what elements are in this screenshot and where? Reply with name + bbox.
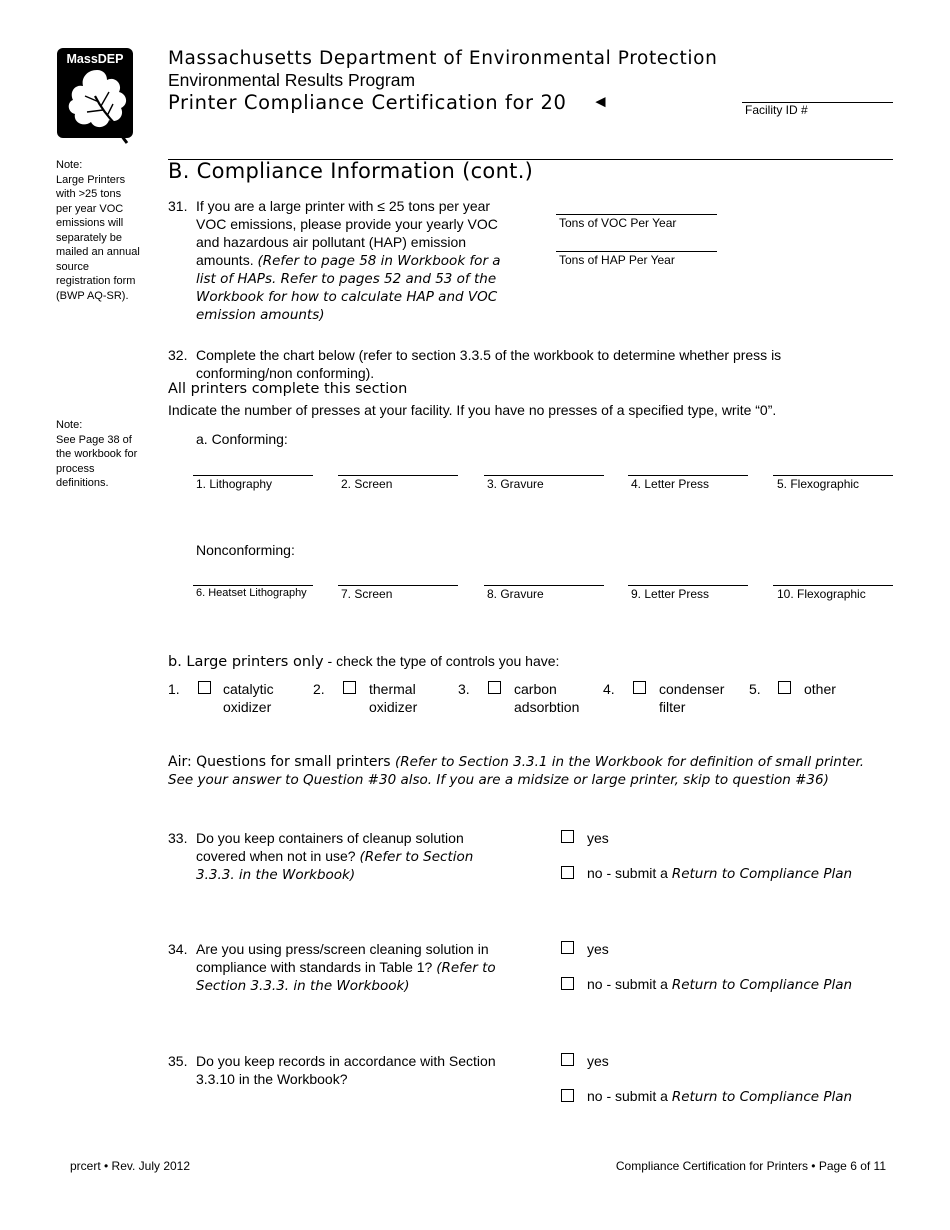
control-number: 2. xyxy=(313,681,325,697)
thermal-oxidizer-checkbox[interactable] xyxy=(343,681,356,694)
control-label-line: oxidizer xyxy=(223,699,272,715)
q33-no-label xyxy=(587,864,852,883)
q35-yes-checkbox[interactable] xyxy=(561,1053,574,1066)
press-label: 7. Screen xyxy=(341,587,393,601)
press-label: 3. Gravure xyxy=(487,477,544,491)
logo-text: MassDEP xyxy=(66,52,124,66)
note-line: separately be xyxy=(56,231,123,244)
header-program: Environmental Results Program xyxy=(168,70,416,90)
control-label xyxy=(514,680,579,716)
q34-line xyxy=(196,958,546,977)
q34-no-label xyxy=(587,975,852,994)
q31-line-italic: Workbook for how to calculate HAP and VOC xyxy=(196,289,498,305)
press-count-input[interactable] xyxy=(484,475,604,476)
note-line: registration form xyxy=(56,275,136,287)
press-label: 4. Letter Press xyxy=(631,477,710,491)
q33-yes-checkbox[interactable] xyxy=(561,830,574,843)
control-label-line: filter xyxy=(659,699,686,715)
press-label: 10. Flexographic xyxy=(777,587,866,601)
press-label: 1. Lithography xyxy=(196,477,273,491)
q32-number: 32. xyxy=(168,347,188,363)
controls-intro-heading: b. Large printers only xyxy=(168,654,324,670)
press-label: 2. Screen xyxy=(341,477,393,491)
catalytic-oxidizer-checkbox[interactable] xyxy=(198,681,211,694)
no-label-plan: Return to Compliance Plan xyxy=(671,977,853,993)
footer-page-info: Compliance Certification for Printers • Page 6 of 11 xyxy=(615,1159,886,1173)
q34-number: 34. xyxy=(168,941,188,957)
note-line: Large Printers xyxy=(56,173,126,186)
note-line: process xyxy=(56,462,95,475)
q34-yes-label: yes xyxy=(587,941,609,957)
press-count-input[interactable] xyxy=(484,585,604,586)
note-line: emissions will xyxy=(56,217,124,229)
condenser-filter-checkbox[interactable] xyxy=(633,681,646,694)
note-line: with >25 tons xyxy=(56,188,122,200)
control-number: 5. xyxy=(749,681,761,697)
q32-line: Complete the chart below (refer to section 3.3.5 of the workbook to determine whether press is xyxy=(196,347,782,363)
q34-line-italic: (Refer to xyxy=(436,960,496,976)
q31-line: If you are a large printer with ≤ 25 tons per year xyxy=(196,198,491,214)
q35-line: Do you keep records in accordance with Section xyxy=(196,1053,496,1069)
q34-no-checkbox[interactable] xyxy=(561,977,574,990)
voc-tons-label: Tons of VOC Per Year xyxy=(559,216,677,230)
q33-line: Do you keep containers of cleanup solution xyxy=(196,830,464,846)
carbon-adsorbtion-checkbox[interactable] xyxy=(488,681,501,694)
q31-line-italic: (Refer to page 58 in Workbook for a xyxy=(257,253,501,269)
side-note-definitions xyxy=(56,418,156,491)
nonconforming-label: Nonconforming: xyxy=(196,542,295,558)
q35-no-checkbox[interactable] xyxy=(561,1089,574,1102)
no-label-plan: Return to Compliance Plan xyxy=(671,1089,853,1105)
hap-tons-input[interactable] xyxy=(556,251,717,252)
q32-line: conforming/non conforming). xyxy=(196,365,375,381)
press-label: 5. Flexographic xyxy=(777,477,860,491)
q33-line xyxy=(196,847,546,866)
q34-line: Are you using press/screen cleaning solution in xyxy=(196,941,489,957)
header-agency: Massachusetts Department of Environmental Protection xyxy=(168,48,718,69)
q33-yes-label: yes xyxy=(587,830,609,846)
air-heading-italic: (Refer to Section 3.3.1 in the Workbook for definition of small printer. xyxy=(394,754,865,770)
q34-line-italic: Section 3.3.3. in the Workbook) xyxy=(196,978,410,994)
q34-line-plain: compliance with standards in Table 1? xyxy=(196,959,437,975)
air-small-printers-heading xyxy=(168,753,864,771)
all-printers-heading: All printers complete this section xyxy=(168,381,408,397)
side-note-large-printers xyxy=(56,158,156,303)
press-count-input[interactable] xyxy=(193,585,313,586)
q33-no-checkbox[interactable] xyxy=(561,866,574,879)
control-number: 1. xyxy=(168,681,180,697)
control-label-line: thermal xyxy=(369,681,416,697)
press-count-input[interactable] xyxy=(338,585,458,586)
press-count-input[interactable] xyxy=(773,475,893,476)
note-title: Note: xyxy=(56,159,83,171)
q35-number: 35. xyxy=(168,1053,188,1069)
control-number: 3. xyxy=(458,681,470,697)
note-line: mailed an annual xyxy=(56,246,140,258)
hap-tons-label: Tons of HAP Per Year xyxy=(559,253,675,267)
control-label xyxy=(659,680,724,716)
q31-number: 31. xyxy=(168,198,188,214)
control-label-line: oxidizer xyxy=(369,699,418,715)
q35-line: 3.3.10 in the Workbook? xyxy=(196,1071,348,1087)
q34-text xyxy=(196,940,546,995)
air-heading-italic: See your answer to Question #30 also. If you are a midsize or large printer, skip to question #36) xyxy=(168,772,829,788)
press-label: 9. Letter Press xyxy=(631,587,710,601)
control-label-line: adsorbtion xyxy=(514,699,580,715)
note-line: See Page 38 of xyxy=(56,433,132,446)
q35-no-label xyxy=(587,1087,852,1106)
no-label-text: no - submit a xyxy=(587,865,672,881)
controls-intro xyxy=(168,652,559,671)
air-heading-text: Air: Questions for small printers xyxy=(168,754,391,770)
header-form-title: Printer Compliance Certification for 20 xyxy=(168,91,567,114)
q31-line-plain: amounts. xyxy=(196,252,254,268)
massdep-logo xyxy=(57,48,133,145)
control-label xyxy=(369,680,417,716)
q33-line-plain: covered when not in use? xyxy=(196,848,360,864)
control-label-line: condenser xyxy=(659,681,725,697)
note-line: the workbook for xyxy=(56,448,138,460)
conforming-label: a. Conforming: xyxy=(196,431,288,447)
note-line: (BWP AQ-SR). xyxy=(56,289,129,302)
q31-line: and hazardous air pollutant (HAP) emission xyxy=(196,234,467,250)
control-label-line: carbon xyxy=(514,681,557,697)
press-count-input[interactable] xyxy=(193,475,313,476)
q35-yes-label: yes xyxy=(587,1053,609,1069)
q33-number: 33. xyxy=(168,830,188,846)
press-count-input[interactable] xyxy=(628,585,748,586)
q31-line: VOC emissions, please provide your yearly VOC xyxy=(196,216,498,232)
control-label xyxy=(804,680,836,698)
arrow-left-icon: ◄ xyxy=(592,92,609,111)
note-line: source xyxy=(56,260,90,273)
note-title: Note: xyxy=(56,419,83,431)
q33-text xyxy=(196,829,546,884)
no-label-plan: Return to Compliance Plan xyxy=(671,866,853,882)
press-label: 6. Heatset Lithography xyxy=(196,587,307,599)
control-label xyxy=(223,680,274,716)
q31-line-italic: emission amounts) xyxy=(196,307,325,323)
q34-yes-checkbox[interactable] xyxy=(561,941,574,954)
section-title: B. Compliance Information (cont.) xyxy=(168,159,534,183)
control-label-line: other xyxy=(804,681,836,697)
controls-intro-text: - check the type of controls you have: xyxy=(323,653,560,669)
footer-revision: prcert • Rev. July 2012 xyxy=(70,1159,191,1173)
facility-id-label: Facility ID # xyxy=(745,103,808,117)
press-label: 8. Gravure xyxy=(487,587,544,601)
note-line: definitions. xyxy=(56,477,109,489)
no-label-text: no - submit a xyxy=(587,1088,672,1104)
other-control-checkbox[interactable] xyxy=(778,681,791,694)
q35-text xyxy=(196,1052,546,1088)
press-count-input[interactable] xyxy=(773,585,893,586)
press-count-input[interactable] xyxy=(338,475,458,476)
q31-line xyxy=(196,251,541,270)
q31-line-italic: list of HAPs. Refer to pages 52 and 53 of the xyxy=(196,271,497,287)
control-number: 4. xyxy=(603,681,615,697)
q31-text xyxy=(196,197,541,324)
indicate-instructions: Indicate the number of presses at your facility. If you have no presses of a specified type, write “0”. xyxy=(168,402,777,418)
no-label-text: no - submit a xyxy=(587,976,672,992)
note-line: per year VOC xyxy=(56,202,124,215)
q33-line-italic: (Refer to Section xyxy=(359,849,474,865)
q33-line-italic: 3.3.3. in the Workbook) xyxy=(196,867,356,883)
voc-tons-input[interactable] xyxy=(556,214,717,215)
control-label-line: catalytic xyxy=(223,681,274,697)
press-count-input[interactable] xyxy=(628,475,748,476)
